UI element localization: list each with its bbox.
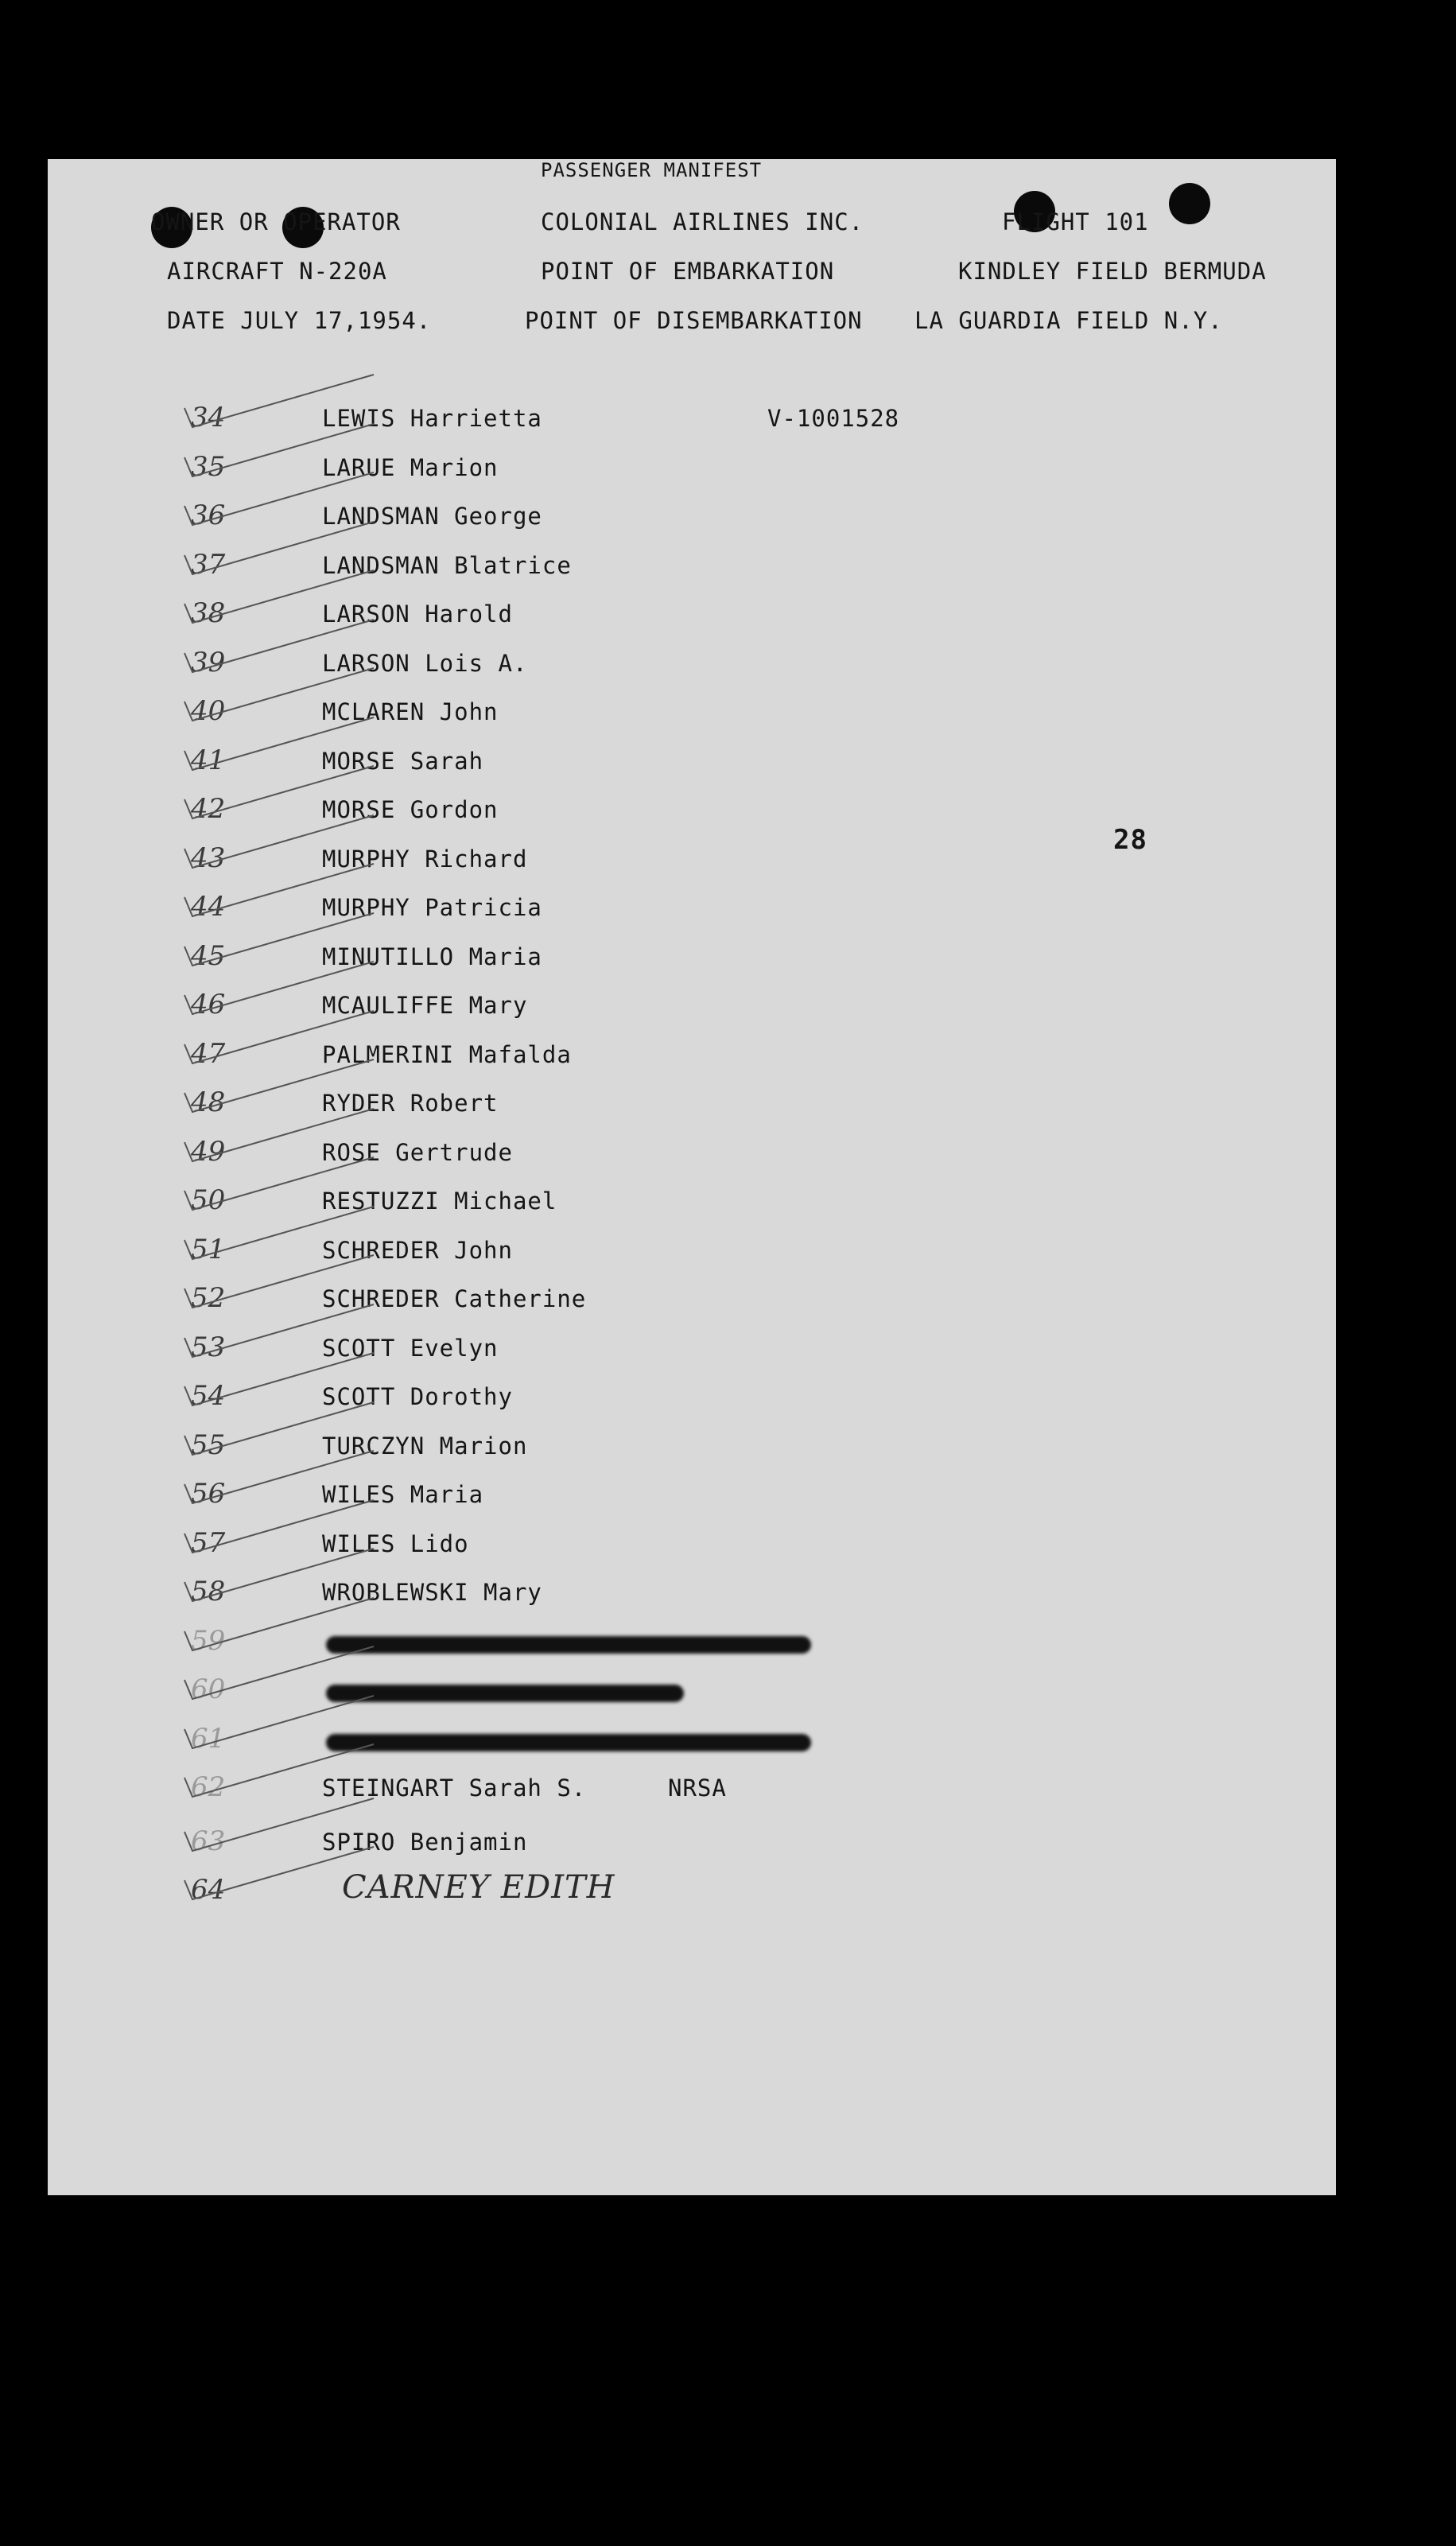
passenger-number: 35 <box>191 451 226 483</box>
passenger-number: 53 <box>191 1331 226 1363</box>
flight-date: DATE JULY 17,1954. <box>167 307 432 334</box>
passenger-name: SCOTT Evelyn <box>322 1335 499 1362</box>
passenger-name: SCHREDER Catherine <box>322 1285 587 1312</box>
passenger-number: 59 <box>191 1625 226 1657</box>
passenger-number: 63 <box>191 1825 226 1857</box>
passenger-number: 36 <box>191 499 226 531</box>
passenger-number: 43 <box>191 842 226 874</box>
passenger-number: 47 <box>191 1038 226 1070</box>
owner-label: OWNER OR OPERATOR <box>151 208 401 235</box>
passenger-number: 38 <box>191 597 226 629</box>
passenger-name: MCLAREN John <box>322 698 499 725</box>
redaction-bar <box>326 1685 684 1702</box>
passenger-number: 61 <box>191 1723 226 1755</box>
flight-number: FLIGHT 101 <box>1002 208 1149 235</box>
passenger-name: LARSON Harold <box>322 601 513 628</box>
passenger-name: WROBLEWSKI Mary <box>322 1579 542 1606</box>
passenger-number: 56 <box>191 1478 226 1510</box>
manifest-page <box>48 159 1336 2195</box>
passenger-number: 49 <box>191 1136 226 1168</box>
passenger-number: 60 <box>191 1673 226 1705</box>
passenger-name: MINUTILLO Maria <box>322 943 542 970</box>
passenger-name: MORSE Sarah <box>322 748 484 775</box>
passenger-name: STEINGART Sarah S. <box>322 1774 587 1802</box>
passenger-number: 39 <box>191 647 226 678</box>
embarkation-label: POINT OF EMBARKATION <box>541 258 835 285</box>
passenger-name: CARNEY EDITH <box>342 1869 615 1906</box>
passenger-number: 44 <box>191 891 226 923</box>
passenger-name: LARUE Marion <box>322 454 499 481</box>
passenger-name: LANDSMAN George <box>322 503 542 530</box>
passenger-name: LEWIS Harrietta <box>322 405 542 432</box>
disembarkation-label: POINT OF DISEMBARKATION <box>525 307 863 334</box>
disembarkation-place: LA GUARDIA FIELD N.Y. <box>914 307 1223 334</box>
passenger-number: 54 <box>191 1380 226 1412</box>
passenger-number: 55 <box>191 1429 226 1461</box>
passenger-number: 62 <box>191 1771 226 1803</box>
redaction-bar <box>326 1636 811 1654</box>
passenger-number: 41 <box>191 744 226 776</box>
passenger-reference: V-1001528 <box>767 405 900 432</box>
punch-hole-icon <box>1169 183 1210 224</box>
passenger-number: 34 <box>191 402 226 433</box>
passenger-number: 51 <box>191 1234 226 1265</box>
passenger-name: MORSE Gordon <box>322 796 499 823</box>
passenger-name: MURPHY Richard <box>322 845 528 873</box>
passenger-number: 45 <box>191 940 226 972</box>
passenger-name: WILES Lido <box>322 1530 469 1557</box>
passenger-number: 64 <box>191 1874 226 1906</box>
embarkation-place: KINDLEY FIELD BERMUDA <box>958 258 1267 285</box>
airline-name: COLONIAL AIRLINES INC. <box>541 208 864 235</box>
passenger-name: LANDSMAN Blatrice <box>322 552 572 579</box>
passenger-name: LARSON Lois A. <box>322 650 528 677</box>
passenger-name: SPIRO Benjamin <box>322 1829 528 1856</box>
passenger-number: 57 <box>191 1527 226 1559</box>
aircraft-number: AIRCRAFT N-220A <box>167 258 387 285</box>
passenger-name: SCHREDER John <box>322 1237 513 1264</box>
manifest-title: PASSENGER MANIFEST <box>541 159 763 181</box>
passenger-name: MURPHY Patricia <box>322 894 542 921</box>
passenger-number: 42 <box>191 793 226 825</box>
passenger-name: TURCZYN Marion <box>322 1432 528 1460</box>
passenger-number: 50 <box>191 1184 226 1216</box>
passenger-number: 48 <box>191 1086 226 1118</box>
passenger-name: WILES Maria <box>322 1481 484 1508</box>
passenger-name: ROSE Gertrude <box>322 1139 513 1166</box>
passenger-reference: NRSA <box>668 1774 727 1802</box>
passenger-number: 58 <box>191 1576 226 1607</box>
page-number: 28 <box>1113 824 1147 856</box>
passenger-name: MCAULIFFE Mary <box>322 992 528 1019</box>
passenger-number: 40 <box>191 695 226 727</box>
passenger-number: 52 <box>191 1282 226 1314</box>
passenger-name: SCOTT Dorothy <box>322 1383 513 1410</box>
passenger-number: 46 <box>191 989 226 1020</box>
passenger-name: PALMERINI Mafalda <box>322 1041 572 1068</box>
passenger-number: 37 <box>191 549 226 581</box>
passenger-name: RYDER Robert <box>322 1090 499 1117</box>
redaction-bar <box>326 1734 811 1751</box>
passenger-name: RESTUZZI Michael <box>322 1187 557 1215</box>
